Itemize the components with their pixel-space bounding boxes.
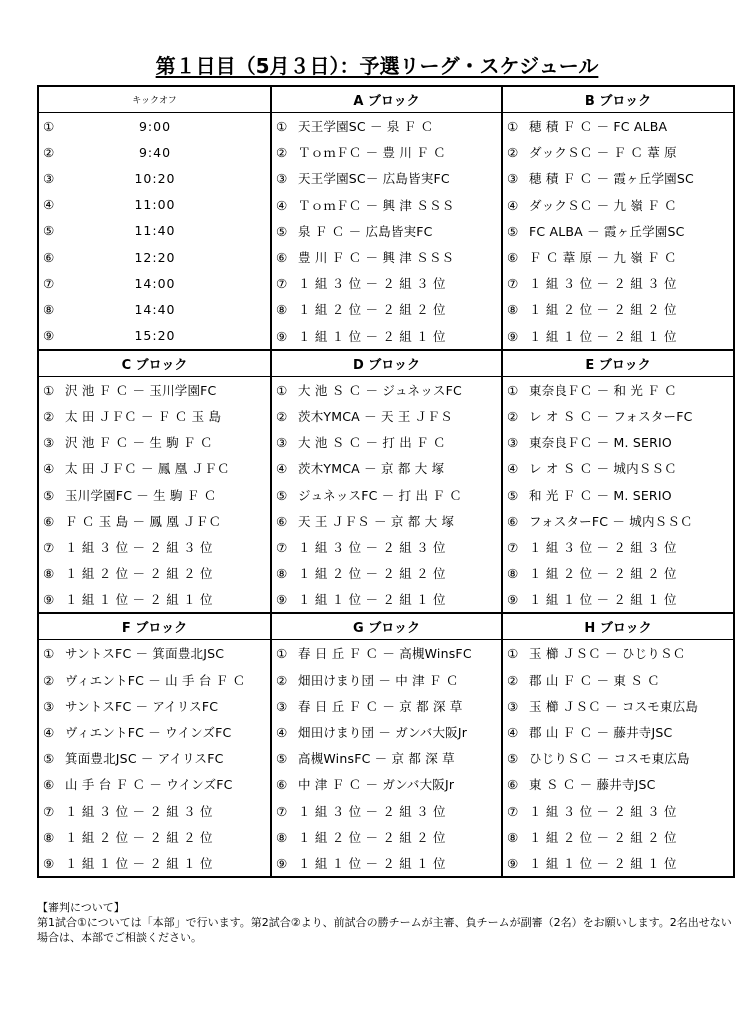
block-c-match: 玉川学園FC － 生 駒 Ｆ Ｃ xyxy=(65,487,217,503)
block-h-match: 郡 山 Ｆ Ｃ － 東 Ｓ Ｃ xyxy=(529,672,660,688)
match-number: ⑧ xyxy=(276,829,288,845)
block-b-match: １ 組 ２ 位 － ２ 組 ２ 位 xyxy=(529,302,677,318)
match-cell xyxy=(502,560,734,586)
match-cell xyxy=(271,850,502,877)
match-cell xyxy=(271,296,502,322)
block-header-row xyxy=(38,613,734,640)
block-f-match: ヴィエントFC － ウインズFC xyxy=(65,725,232,741)
match-cell xyxy=(502,403,734,429)
match-cell xyxy=(502,693,734,719)
block-a-match: 豊 川 Ｆ Ｃ － 興 津 ＳＳＳ xyxy=(298,250,455,266)
match-cell xyxy=(502,455,734,481)
match-cell xyxy=(38,508,271,534)
match-number: ① xyxy=(276,646,288,662)
match-number: ⑧ xyxy=(507,829,519,845)
match-number: ① xyxy=(43,118,55,134)
match-number: ⑥ xyxy=(276,513,288,529)
block-e-match: １ 組 ２ 位 － ２ 組 ２ 位 xyxy=(529,566,677,582)
match-number: ⑦ xyxy=(507,539,519,555)
match-number: ⑤ xyxy=(276,751,288,767)
match-cell xyxy=(502,192,734,218)
kickoff-time: 11:40 xyxy=(134,223,176,239)
match-row xyxy=(38,296,734,322)
match-cell xyxy=(271,798,502,824)
match-row xyxy=(38,560,734,586)
match-cell xyxy=(502,113,734,140)
block-e-match: 東奈良ＦＣ － M. SERIO xyxy=(529,435,672,451)
block-d-header: D ブロック xyxy=(271,350,502,377)
block-h-match: 東 Ｓ Ｃ － 藤井寺JSC xyxy=(529,777,656,793)
match-number: ⑤ xyxy=(507,751,519,767)
match-row xyxy=(38,798,734,824)
block-h-match: 玉 櫛 ＪＳＣ － ひじりＳＣ xyxy=(529,646,686,662)
block-g-match: 中 津 Ｆ Ｃ － ガンバ大阪Jr xyxy=(298,777,455,793)
kickoff-header: キックオフ xyxy=(38,86,271,113)
match-number: ③ xyxy=(43,698,55,714)
block-b-header: B ブロック xyxy=(502,86,734,113)
match-number: ④ xyxy=(507,725,519,741)
kickoff-time: 15:20 xyxy=(134,328,176,344)
block-header-row xyxy=(38,86,734,113)
match-row xyxy=(38,139,734,165)
kickoff-time: 9:40 xyxy=(138,144,172,160)
match-cell xyxy=(38,693,271,719)
block-a-match: 天王学園SC － 泉 Ｆ Ｃ xyxy=(298,119,434,135)
match-row xyxy=(38,403,734,429)
referee-notes-body: 第1試合①については「本部」で行います。第2試合②より、前試合の勝チームが主審、負チームが副審（2名）をお願いします。2名出せない場合は、本部でご相談ください。 xyxy=(37,916,732,944)
match-cell xyxy=(271,323,502,350)
block-b-match: ダックＳＣ － 九 嶺 Ｆ Ｃ xyxy=(529,197,677,213)
block-d-match: 大 池 Ｓ Ｃ － ジュネッスFC xyxy=(298,382,462,398)
match-cell xyxy=(271,139,502,165)
block-f-match: 山 手 台 Ｆ Ｃ － ウインズFC xyxy=(65,777,233,793)
kickoff-time: 12:20 xyxy=(134,249,176,265)
block-a-match: ＴｏｍＦＣ － 興 津 ＳＳＳ xyxy=(298,197,455,213)
match-number: ② xyxy=(43,144,55,160)
match-cell xyxy=(271,429,502,455)
block-g-header: G ブロック xyxy=(271,613,502,640)
match-number: ⑨ xyxy=(43,592,55,608)
block-c-match: １ 組 １ 位 － ２ 組 １ 位 xyxy=(65,592,213,608)
match-number: ① xyxy=(507,119,519,135)
match-number: ⑥ xyxy=(507,250,519,266)
match-cell xyxy=(38,586,271,613)
block-g-match: １ 組 ３ 位 － ２ 組 ３ 位 xyxy=(298,803,446,819)
match-cell xyxy=(38,113,271,140)
match-cell xyxy=(502,323,734,350)
kickoff-time: 9:00 xyxy=(138,118,172,134)
block-h-match: １ 組 ３ 位 － ２ 組 ３ 位 xyxy=(529,803,677,819)
match-cell xyxy=(38,218,271,244)
match-number: ⑨ xyxy=(507,328,519,344)
match-cell xyxy=(38,560,271,586)
match-number: ⑥ xyxy=(276,777,288,793)
block-g-match: １ 組 １ 位 － ２ 組 １ 位 xyxy=(298,855,446,871)
match-number: ⑧ xyxy=(43,829,55,845)
block-e-match: レ オ Ｓ Ｃ － フォスターFC xyxy=(529,408,693,424)
block-h-match: 玉 櫛 ＪＳＣ － コスモ東広島 xyxy=(529,698,699,714)
match-number: ⑨ xyxy=(276,592,288,608)
match-number: ⑤ xyxy=(507,487,519,503)
match-cell xyxy=(271,165,502,191)
block-h-match: １ 組 １ 位 － ２ 組 １ 位 xyxy=(529,855,677,871)
block-d-match: 大 池 Ｓ Ｃ － 打 出 Ｆ Ｃ xyxy=(298,435,446,451)
match-cell xyxy=(502,296,734,322)
page-title xyxy=(0,50,754,79)
match-number: ② xyxy=(507,672,519,688)
match-row xyxy=(38,850,734,877)
kickoff-time: 14:40 xyxy=(134,301,176,317)
block-c-match: 太 田 ＪＦＣ － 鳳 凰 ＪＦＣ xyxy=(65,461,230,477)
block-e-match: フォスターFC － 城内ＳＳＣ xyxy=(529,513,693,529)
match-number: ⑨ xyxy=(43,328,55,344)
match-row xyxy=(38,719,734,745)
block-g-match: １ 組 ２ 位 － ２ 組 ２ 位 xyxy=(298,829,446,845)
match-number: ⑧ xyxy=(276,566,288,582)
match-number: ⑤ xyxy=(507,223,519,239)
block-d-match: １ 組 ３ 位 － ２ 組 ３ 位 xyxy=(298,539,446,555)
block-d-match: 天 王 ＪＦＳ － 京 都 大 塚 xyxy=(298,513,455,529)
block-b-match: ダックＳＣ － Ｆ Ｃ 葦 原 xyxy=(529,145,677,161)
match-number: ⑧ xyxy=(43,301,55,317)
match-number: ⑥ xyxy=(507,777,519,793)
match-number: ⑥ xyxy=(43,249,55,265)
match-cell xyxy=(502,481,734,507)
match-number: ③ xyxy=(276,698,288,714)
block-f-match: ヴィエントFC － 山 手 台 Ｆ Ｃ xyxy=(65,672,246,688)
match-number: ⑧ xyxy=(507,566,519,582)
block-d-match: 茨木YMCA － 京 都 大 塚 xyxy=(298,461,445,477)
match-row xyxy=(38,376,734,403)
match-number: ④ xyxy=(43,197,55,213)
match-number: ⑦ xyxy=(43,275,55,291)
kickoff-time: 10:20 xyxy=(134,170,176,186)
match-number: ② xyxy=(43,672,55,688)
match-number: ⑥ xyxy=(276,250,288,266)
match-cell xyxy=(502,771,734,797)
match-cell xyxy=(38,270,271,296)
block-e-match: レ オ Ｓ Ｃ － 城内ＳＳＣ xyxy=(529,461,677,477)
match-cell xyxy=(502,429,734,455)
block-a-match: １ 組 ３ 位 － ２ 組 ３ 位 xyxy=(298,276,446,292)
match-cell xyxy=(502,824,734,850)
match-number: ③ xyxy=(43,170,55,186)
match-cell xyxy=(502,850,734,877)
match-number: ① xyxy=(276,119,288,135)
match-cell xyxy=(271,719,502,745)
block-c-match: １ 組 ２ 位 － ２ 組 ２ 位 xyxy=(65,566,213,582)
match-row xyxy=(38,508,734,534)
block-a-match: 泉 Ｆ Ｃ － 広島皆実FC xyxy=(298,223,433,239)
match-cell xyxy=(271,745,502,771)
match-number: ⑤ xyxy=(43,751,55,767)
match-number: ④ xyxy=(43,461,55,477)
match-number: ② xyxy=(507,145,519,161)
match-cell xyxy=(38,719,271,745)
match-cell xyxy=(38,798,271,824)
match-number: ⑧ xyxy=(276,302,288,318)
match-number: ② xyxy=(43,408,55,424)
block-c-match: 太 田 ＪＦＣ － Ｆ Ｃ 玉 島 xyxy=(65,408,222,424)
match-cell xyxy=(271,481,502,507)
block-b-match: 穂 積 Ｆ Ｃ － FC ALBA xyxy=(529,119,668,135)
match-cell xyxy=(271,771,502,797)
match-number: ③ xyxy=(507,435,519,451)
match-row xyxy=(38,429,734,455)
block-f-match: サントスFC － アイリスFC xyxy=(65,698,219,714)
match-number: ⑤ xyxy=(43,223,55,239)
match-cell xyxy=(502,270,734,296)
match-cell xyxy=(38,481,271,507)
match-cell xyxy=(502,165,734,191)
match-cell xyxy=(38,192,271,218)
match-cell xyxy=(38,455,271,481)
match-number: ⑥ xyxy=(43,777,55,793)
match-number: ⑨ xyxy=(276,855,288,871)
match-cell xyxy=(271,244,502,270)
block-e-match: 東奈良ＦＣ － 和 光 Ｆ Ｃ xyxy=(529,382,677,398)
match-number: ④ xyxy=(507,197,519,213)
match-number: ⑦ xyxy=(43,803,55,819)
match-number: ① xyxy=(276,382,288,398)
match-row xyxy=(38,113,734,140)
match-number: ③ xyxy=(43,435,55,451)
match-number: ① xyxy=(507,382,519,398)
match-number: ⑦ xyxy=(507,276,519,292)
match-cell xyxy=(271,455,502,481)
match-cell xyxy=(502,719,734,745)
match-cell xyxy=(271,667,502,693)
match-number: ⑥ xyxy=(43,513,55,529)
match-row xyxy=(38,455,734,481)
block-g-match: 高槻WinsFC － 京 都 深 草 xyxy=(298,751,455,767)
block-e-match: １ 組 ３ 位 － ２ 組 ３ 位 xyxy=(529,539,677,555)
block-h-match: １ 組 ２ 位 － ２ 組 ２ 位 xyxy=(529,829,677,845)
match-number: ② xyxy=(507,408,519,424)
kickoff-time: 11:00 xyxy=(134,197,176,213)
block-g-match: 春 日 丘 Ｆ Ｃ － 高槻WinsFC xyxy=(298,646,472,662)
block-f-match: １ 組 ２ 位 － ２ 組 ２ 位 xyxy=(65,829,213,845)
block-b-match: １ 組 １ 位 － ２ 組 １ 位 xyxy=(529,328,677,344)
block-f-match: サントスFC － 箕面豊北JSC xyxy=(65,646,225,662)
match-cell xyxy=(271,218,502,244)
block-b-match: １ 組 ３ 位 － ２ 組 ３ 位 xyxy=(529,276,677,292)
match-row xyxy=(38,218,734,244)
match-cell xyxy=(271,270,502,296)
match-number: ⑤ xyxy=(276,487,288,503)
match-cell xyxy=(502,745,734,771)
match-cell xyxy=(38,745,271,771)
match-cell xyxy=(38,771,271,797)
match-cell xyxy=(502,376,734,403)
match-number: ③ xyxy=(276,435,288,451)
match-cell xyxy=(502,586,734,613)
match-row xyxy=(38,693,734,719)
match-cell xyxy=(38,534,271,560)
block-e-match: １ 組 １ 位 － ２ 組 １ 位 xyxy=(529,592,677,608)
match-number: ④ xyxy=(276,461,288,477)
match-number: ④ xyxy=(43,725,55,741)
match-number: ⑥ xyxy=(507,513,519,529)
match-number: ③ xyxy=(507,171,519,187)
match-number: ⑤ xyxy=(43,487,55,503)
block-h-match: ひじりＳＣ － コスモ東広島 xyxy=(529,751,690,767)
match-cell xyxy=(502,218,734,244)
block-header-row xyxy=(38,350,734,377)
match-row xyxy=(38,667,734,693)
match-cell xyxy=(502,534,734,560)
match-number: ② xyxy=(276,408,288,424)
match-number: ① xyxy=(43,646,55,662)
match-cell xyxy=(38,165,271,191)
match-row xyxy=(38,244,734,270)
match-number: ④ xyxy=(276,197,288,213)
match-number: ③ xyxy=(276,171,288,187)
match-cell xyxy=(38,376,271,403)
match-cell xyxy=(271,403,502,429)
match-row xyxy=(38,192,734,218)
block-d-match: １ 組 １ 位 － ２ 組 １ 位 xyxy=(298,592,446,608)
match-number: ⑨ xyxy=(276,328,288,344)
match-cell xyxy=(271,824,502,850)
match-row xyxy=(38,824,734,850)
match-cell xyxy=(38,640,271,667)
match-number: ⑦ xyxy=(43,539,55,555)
block-h-header: H ブロック xyxy=(502,613,734,640)
block-d-match: １ 組 ２ 位 － ２ 組 ２ 位 xyxy=(298,566,446,582)
match-row xyxy=(38,481,734,507)
block-b-match: Ｆ Ｃ 葦 原 － 九 嶺 Ｆ Ｃ xyxy=(529,250,677,266)
match-cell xyxy=(38,850,271,877)
block-a-match: 天王学園SC－ 広島皆実FC xyxy=(298,171,450,187)
match-cell xyxy=(271,113,502,140)
kickoff-time: 14:00 xyxy=(134,275,176,291)
match-number: ② xyxy=(276,672,288,688)
match-cell xyxy=(38,139,271,165)
block-c-match: Ｆ Ｃ 玉 島 － 鳳 凰 ＪＦＣ xyxy=(65,513,222,529)
block-g-match: 畑田けまり団 － ガンバ大阪Jr xyxy=(298,725,468,741)
block-c-match: 沢 池 Ｆ Ｃ － 生 駒 Ｆ Ｃ xyxy=(65,435,213,451)
block-g-match: 春 日 丘 Ｆ Ｃ － 京 都 深 草 xyxy=(298,698,463,714)
match-number: ⑦ xyxy=(276,539,288,555)
match-row xyxy=(38,771,734,797)
match-number: ⑤ xyxy=(276,223,288,239)
match-number: ⑨ xyxy=(507,855,519,871)
match-number: ⑦ xyxy=(276,276,288,292)
block-b-match: 穂 積 Ｆ Ｃ － 霞ヶ丘学園SC xyxy=(529,171,694,187)
match-cell xyxy=(38,403,271,429)
match-cell xyxy=(271,534,502,560)
match-number: ⑧ xyxy=(43,566,55,582)
match-cell xyxy=(38,429,271,455)
match-cell xyxy=(271,376,502,403)
block-a-match: １ 組 １ 位 － ２ 組 １ 位 xyxy=(298,328,446,344)
schedule-table xyxy=(37,85,735,878)
block-a-header: A ブロック xyxy=(271,86,502,113)
block-a-match: ＴｏｍＦＣ － 豊 川 Ｆ Ｃ xyxy=(298,145,446,161)
match-row xyxy=(38,323,734,350)
block-f-match: 箕面豊北JSC － アイリスFC xyxy=(65,751,224,767)
match-row xyxy=(38,534,734,560)
match-cell xyxy=(271,508,502,534)
block-f-match: １ 組 １ 位 － ２ 組 １ 位 xyxy=(65,855,213,871)
match-cell xyxy=(271,693,502,719)
match-cell xyxy=(271,192,502,218)
match-cell xyxy=(271,586,502,613)
block-e-header: E ブロック xyxy=(502,350,734,377)
match-number: ① xyxy=(43,382,55,398)
match-row xyxy=(38,745,734,771)
match-number: ② xyxy=(276,145,288,161)
block-d-match: 茨木YMCA － 天 王 ＪＦＳ xyxy=(298,408,453,424)
match-cell xyxy=(38,244,271,270)
match-cell xyxy=(502,640,734,667)
match-cell xyxy=(38,296,271,322)
match-row xyxy=(38,270,734,296)
block-h-match: 郡 山 Ｆ Ｃ － 藤井寺JSC xyxy=(529,725,673,741)
block-f-header: F ブロック xyxy=(38,613,271,640)
match-number: ⑨ xyxy=(507,592,519,608)
block-d-match: ジュネッスFC － 打 出 Ｆ Ｃ xyxy=(298,487,462,503)
match-number: ① xyxy=(507,646,519,662)
block-e-match: 和 光 Ｆ Ｃ － M. SERIO xyxy=(529,487,672,503)
match-cell xyxy=(38,323,271,350)
match-cell xyxy=(502,798,734,824)
page-title-text: 第１日目（5月３日）：予選リーグ・スケジュール xyxy=(155,54,599,78)
match-number: ⑦ xyxy=(507,803,519,819)
match-cell xyxy=(38,667,271,693)
match-cell xyxy=(271,640,502,667)
match-cell xyxy=(502,667,734,693)
match-number: ③ xyxy=(507,698,519,714)
block-g-match: 畑田けまり団 － 中 津 Ｆ Ｃ xyxy=(298,672,459,688)
match-cell xyxy=(38,824,271,850)
match-cell xyxy=(502,139,734,165)
match-row xyxy=(38,586,734,613)
block-a-match: １ 組 ２ 位 － ２ 組 ２ 位 xyxy=(298,302,446,318)
match-number: ④ xyxy=(507,461,519,477)
match-number: ⑦ xyxy=(276,803,288,819)
block-c-match: 沢 池 Ｆ Ｃ － 玉川学園FC xyxy=(65,382,217,398)
match-cell xyxy=(271,560,502,586)
block-f-match: １ 組 ３ 位 － ２ 組 ３ 位 xyxy=(65,803,213,819)
match-cell xyxy=(502,244,734,270)
match-row xyxy=(38,165,734,191)
match-cell xyxy=(502,508,734,534)
block-c-header: C ブロック xyxy=(38,350,271,377)
referee-notes-heading: 【審判について】 xyxy=(37,901,125,914)
match-number: ⑧ xyxy=(507,302,519,318)
match-row xyxy=(38,640,734,667)
block-c-match: １ 組 ３ 位 － ２ 組 ３ 位 xyxy=(65,539,213,555)
referee-notes xyxy=(37,900,733,945)
match-number: ⑨ xyxy=(43,855,55,871)
match-number: ④ xyxy=(276,725,288,741)
block-b-match: FC ALBA － 霞ヶ丘学園SC xyxy=(529,223,685,239)
